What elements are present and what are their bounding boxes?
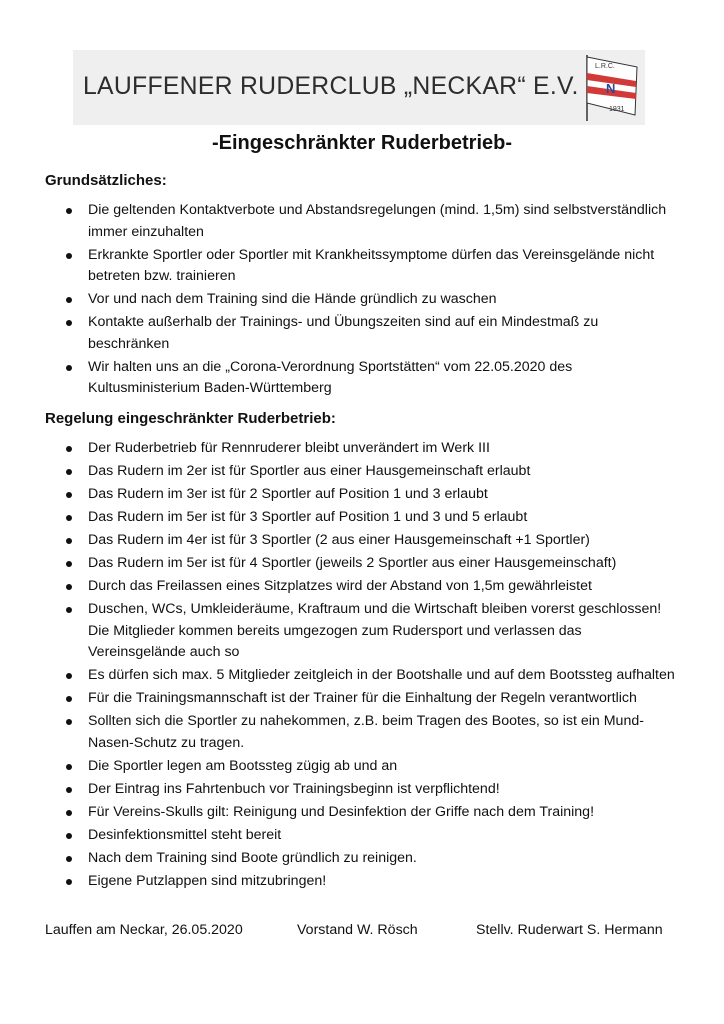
list-item-text: Das Rudern im 5er ist für 4 Sportler (jeweils 2 Sportler aus einer Hausgemeinschaft) (88, 555, 617, 571)
list-item-text: Das Rudern im 2er ist für Sportler aus einer Hausgemeinschaft erlaubt (88, 463, 531, 479)
bullet-icon (66, 584, 72, 590)
list-item (0, 200, 724, 243)
list-item (0, 289, 724, 311)
bullet-icon (66, 719, 72, 725)
list-item (0, 802, 724, 824)
bullet-icon (66, 253, 72, 259)
list-item-text: Vor und nach dem Training sind die Hände gründlich zu waschen (88, 291, 497, 307)
bullet-icon (66, 320, 72, 326)
list-item (0, 711, 724, 754)
list-item-text: Das Rudern im 4er ist für 3 Sportler (2 aus einer Hausgemeinschaft +1 Sportler) (88, 532, 590, 548)
list-item-text: Duschen, WCs, Umkleideräume, Kraftraum und die Wirtschaft bleiben vorerst geschlossen! Die Mitglieder kommen bereits umgezogen zum Rudersport und verlassen das Vereinsgelände auch so (88, 601, 662, 660)
list-item (0, 461, 724, 483)
letterhead-banner (73, 50, 645, 125)
bullet-icon (66, 492, 72, 498)
footer-board-signature: Vorstand W. Rösch (297, 922, 418, 938)
bullet-icon (66, 673, 72, 679)
list-item (0, 665, 724, 687)
flag-text-lrc: L.R.C. (595, 63, 615, 70)
list-item-text: Das Rudern im 3er ist für 2 Sportler auf Position 1 und 3 erlaubt (88, 486, 488, 502)
list-item (0, 688, 724, 710)
bullet-icon (66, 696, 72, 702)
list-item-text: Wir halten uns an die „Corona-Verordnung Sportstätten“ vom 22.05.2020 des Kultusministerium Baden-Württemberg (88, 358, 573, 396)
list-item (0, 825, 724, 847)
list-item-text: Sollten sich die Sportler zu nahekommen, z.B. beim Tragen des Bootes, so ist ein Mund-Nasen-Schutz zu tragen. (88, 713, 644, 751)
list-item (0, 848, 724, 870)
list-item (0, 438, 724, 460)
bullet-icon (66, 515, 72, 521)
list-item (0, 507, 724, 529)
bullet-icon (66, 297, 72, 303)
list-item (0, 599, 724, 664)
list-item (0, 245, 724, 288)
list-item (0, 756, 724, 778)
bullet-icon (66, 764, 72, 770)
bullet-icon (66, 446, 72, 452)
list-item-text: Für die Trainingsmannschaft ist der Trainer für die Einhaltung der Regeln verantwortlich (88, 690, 637, 706)
list-item (0, 484, 724, 506)
list-item (0, 871, 724, 893)
basics-list (0, 200, 724, 401)
bullet-icon (66, 856, 72, 862)
flag-letter: N (606, 81, 616, 96)
rules-list (0, 438, 724, 894)
list-item-text: Desinfektionsmittel steht bereit (88, 826, 282, 843)
bullet-icon (66, 607, 72, 613)
list-item (0, 357, 724, 400)
list-item-text: Das Rudern im 5er ist für 3 Sportler auf Position 1 und 3 und 5 erlaubt (88, 509, 528, 525)
bullet-icon (66, 469, 72, 475)
list-item (0, 576, 724, 598)
club-name: LAUFFENER RUDERCLUB „NECKAR“ E.V. (83, 72, 579, 100)
bullet-icon (66, 538, 72, 544)
list-item-text: Für Vereins-Skulls gilt: Reinigung und Desinfektion der Griffe nach dem Training! (88, 803, 595, 820)
list-item-text: Erkrankte Sportler oder Sportler mit Krankheitssymptome dürfen das Vereinsgelände nicht betreten bzw. trainieren (88, 246, 655, 284)
list-item-text: Der Eintrag ins Fahrtenbuch vor Trainingsbeginn ist verpflichtend! (88, 780, 500, 797)
footer-place-date: Lauffen am Neckar, 26.05.2020 (45, 922, 243, 938)
bullet-icon (66, 365, 72, 371)
footer-deputy-signature: Stellv. Ruderwart S. Hermann (476, 922, 663, 938)
list-item-text: Die geltenden Kontaktverbote und Abstandsregelungen (mind. 1,5m) sind selbstverständlich immer einzuhalten (88, 202, 667, 240)
section-heading-rules: Regelung eingeschränkter Ruderbetrieb: (45, 410, 336, 427)
list-item (0, 779, 724, 801)
bullet-icon (66, 787, 72, 793)
bullet-icon (66, 879, 72, 885)
flag-year: 1931 (609, 106, 625, 113)
list-item-text: Die Sportler legen am Bootssteg zügig ab und an (88, 757, 398, 774)
list-item (0, 553, 724, 575)
bullet-icon (66, 208, 72, 214)
list-item-text: Kontakte außerhalb der Trainings- und Übungszeiten sind auf ein Mindestmaß zu beschränken (88, 314, 599, 352)
club-flag-logo (579, 53, 641, 123)
bullet-icon (66, 810, 72, 816)
bullet-icon (66, 833, 72, 839)
document-title: -Eingeschränkter Ruderbetrieb- (211, 132, 513, 154)
bullet-icon (66, 561, 72, 567)
list-item-text: Nach dem Training sind Boote gründlich zu reinigen. (88, 849, 417, 866)
section-heading-basics: Grundsätzliches: (45, 172, 167, 189)
list-item (0, 312, 724, 355)
list-item-text: Der Ruderbetrieb für Rennruderer bleibt unverändert im Werk III (88, 440, 490, 456)
list-item-text: Es dürfen sich max. 5 Mitglieder zeitgleich in der Bootshalle und auf dem Bootssteg aufhalten (88, 667, 675, 683)
list-item-text: Durch das Freilassen eines Sitzplatzes wird der Abstand von 1,5m gewährleistet (88, 578, 592, 594)
list-item-text: Eigene Putzlappen sind mitzubringen! (88, 872, 327, 889)
list-item (0, 530, 724, 552)
